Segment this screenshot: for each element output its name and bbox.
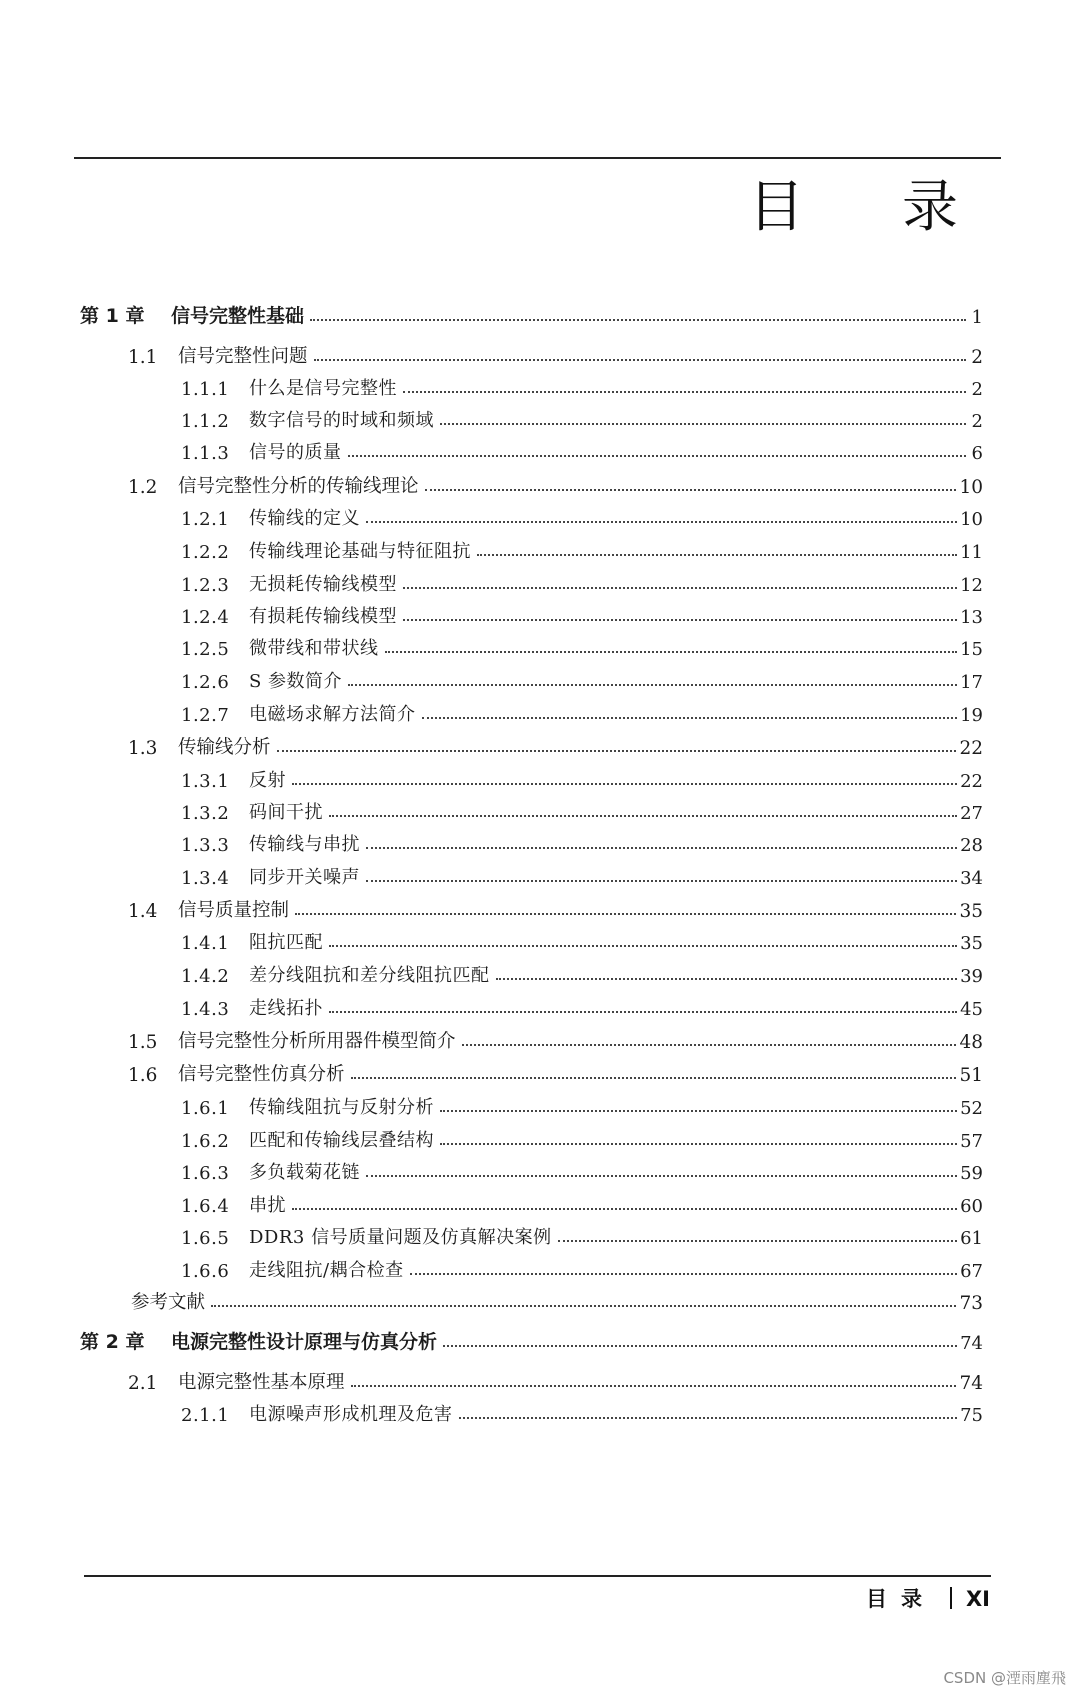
toc-entry-number: 1.3 [128,738,158,759]
toc-entry-title: 电源噪声形成机理及危害 [249,1404,453,1425]
toc-entry [181,500,983,530]
toc-entry [181,990,983,1020]
toc-entry-page: 59 [960,1163,983,1184]
toc-entry-number: 1.6.3 [181,1163,230,1184]
toc-entry-number: 1.6.6 [181,1261,230,1282]
toc-entry-title: 匹配和传输线层叠结构 [249,1130,434,1151]
toc-dot-leader [422,717,958,719]
toc-entry-number: 1.4 [128,901,158,922]
toc-entry [131,1284,983,1314]
toc-entry [181,566,983,596]
toc-entry-number: 1.2.4 [181,607,230,628]
toc-dot-leader [366,847,957,849]
toc-entry-title: 走线阻抗/耦合检查 [249,1260,404,1281]
toc-entry-page: 52 [960,1098,983,1119]
toc-entry-number: 1.2.7 [181,705,230,726]
toc-dot-leader [477,554,957,556]
toc-entry [181,402,983,432]
toc-entry-number: 1.4.1 [181,933,230,954]
toc-entry-title: 信号的质量 [249,442,342,463]
toc-entry [181,598,983,628]
toc-entry [181,533,983,563]
toc-entry-page: 10 [960,509,983,530]
toc-entry-page: 74 [960,1333,983,1354]
toc-dot-leader [329,815,957,817]
toc-dot-leader [366,521,957,523]
toc-entry [181,924,983,954]
toc-entry-number: 1.2.3 [181,575,230,596]
toc-entry-title: S 参数简介 [249,671,343,692]
toc-entry-page: 73 [959,1293,983,1314]
toc-entry [181,859,983,889]
toc-entry-page: 67 [960,1261,983,1282]
toc-dot-leader [314,359,966,361]
toc-entry-number: 1.6 [128,1065,158,1086]
toc-dot-leader [459,1417,958,1419]
toc-entry-number: 1.1 [128,347,158,368]
toc-entry [80,1324,983,1354]
toc-entry-page: 27 [960,803,983,824]
toc-dot-leader [410,1273,958,1275]
toc-entry [181,762,983,792]
toc-entry-title: 码间干扰 [249,802,323,823]
toc-entry [181,1252,983,1282]
toc-entry-title: 信号完整性分析的传输线理论 [178,476,419,497]
toc-entry-page: 2 [971,379,983,400]
toc-entry-number: 1.6.5 [181,1228,230,1249]
toc-entry-title: 电源完整性设计原理与仿真分析 [171,1331,438,1353]
toc-entry-number: 1.6.1 [181,1098,230,1119]
toc-entry [181,1122,983,1152]
toc-entry-page: 57 [960,1131,983,1152]
toc-entry-title: 参考文献 [131,1292,206,1313]
toc-entry-number: 2.1.1 [181,1405,230,1426]
toc-dot-leader [403,587,957,589]
toc-entry-page: 22 [959,738,983,759]
toc-entry [181,1154,983,1184]
toc-entry [128,338,983,368]
toc-entry-number: 1.2.5 [181,639,230,660]
bottom-rule [84,1575,991,1577]
toc-entry-number: 1.3.1 [181,771,230,792]
toc-entry-title: 电磁场求解方法简介 [249,704,416,725]
toc-dot-leader [366,1175,957,1177]
toc-entry [181,663,983,693]
toc-entry [181,630,983,660]
toc-entry-number: 第 1 章 [80,305,145,327]
toc-entry-page: 61 [960,1228,983,1249]
toc-entry-title: 阻抗匹配 [249,932,323,953]
toc-entry-title: DDR3 信号质量问题及仿真解决案例 [249,1227,552,1248]
toc-entry-title: 串扰 [249,1195,286,1216]
toc-entry-number: 1.6.2 [181,1131,230,1152]
toc-entry-page: 51 [959,1065,983,1086]
toc-dot-leader [348,455,967,457]
toc-entry-title: 电源完整性基本原理 [178,1372,345,1393]
toc-entry-title: 传输线与串扰 [249,834,360,855]
toc-dot-leader [385,651,958,653]
toc-entry-page: 48 [959,1032,983,1053]
toc-dot-leader [440,423,966,425]
toc-entry-page: 34 [960,868,983,889]
toc-entry [181,696,983,726]
toc-dot-leader [292,783,957,785]
toc-entry-number: 1.5 [128,1032,158,1053]
toc-entry-page: 19 [960,705,983,726]
toc-entry-number: 1.3.3 [181,835,230,856]
toc-dot-leader [462,1044,957,1046]
toc-entry [80,298,983,328]
toc-entry-title: 传输线理论基础与特征阻抗 [249,541,471,562]
toc-dot-leader [440,1143,957,1145]
toc-entry-title: 信号质量控制 [178,900,290,921]
toc-entry-title: 反射 [249,770,286,791]
toc-entry-title: 同步开关噪声 [249,867,360,888]
toc-entry-number: 1.1.1 [181,379,230,400]
toc-entry-number: 第 2 章 [80,1331,145,1353]
toc-dot-leader [329,945,957,947]
toc-entry-page: 39 [960,966,983,987]
toc-entry-title: 传输线的定义 [249,508,360,529]
toc-entry-page: 22 [960,771,983,792]
toc-entry [181,957,983,987]
toc-dot-leader [211,1305,956,1307]
toc-entry [128,1056,983,1086]
toc-entry-number: 1.2 [128,477,158,498]
toc-entry [128,729,983,759]
toc-entry-page: 75 [960,1405,983,1426]
toc-dot-leader [310,319,966,321]
toc-dot-leader [440,1110,957,1112]
toc-dot-leader [403,619,957,621]
toc-entry [181,1219,983,1249]
toc-entry-number: 2.1 [128,1373,158,1394]
toc-entry-number: 1.3.4 [181,868,230,889]
toc-dot-leader [496,978,958,980]
toc-entry-page: 35 [960,933,983,954]
toc-entry [181,434,983,464]
toc-entry-page: 2 [971,347,983,368]
toc-entry-page: 35 [959,901,983,922]
toc-entry [128,892,983,922]
toc-entry-page: 28 [960,835,983,856]
toc-entry-page: 2 [971,411,983,432]
toc-entry-page: 12 [960,575,983,596]
toc-entry [181,1396,983,1426]
watermark: CSDN @湮雨塵飛 [943,1669,1066,1687]
toc-dot-leader [443,1345,957,1347]
toc-dot-leader [351,1385,957,1387]
toc-dot-leader [403,391,966,393]
toc-entry-title: 数字信号的时域和频域 [249,410,434,431]
toc-entry-number: 1.2.2 [181,542,230,563]
footer-separator [950,1587,952,1609]
toc-entry [181,370,983,400]
toc-entry-title: 有损耗传输线模型 [249,606,397,627]
footer-page-number: XI [965,1587,990,1611]
toc-entry-page: 6 [971,443,983,464]
toc-entry-title: 差分线阻抗和差分线阻抗匹配 [249,965,490,986]
toc-entry [181,826,983,856]
toc-entry [128,1364,983,1394]
toc-entry-number: 1.3.2 [181,803,230,824]
toc-entry [181,1187,983,1217]
toc-entry-number: 1.1.3 [181,443,230,464]
toc-entry [181,1089,983,1119]
toc-entry-page: 15 [960,639,983,660]
toc-entry-title: 什么是信号完整性 [249,378,397,399]
toc-entry-title: 多负载菊花链 [249,1162,360,1183]
toc-entry-number: 1.4.2 [181,966,230,987]
toc-entry-title: 信号完整性基础 [171,305,305,327]
toc-entry-title: 无损耗传输线模型 [249,574,397,595]
toc-entry [128,1023,983,1053]
toc-dot-leader [329,1011,957,1013]
toc-entry-page: 60 [960,1196,983,1217]
toc-entry-page: 74 [959,1373,983,1394]
toc-entry-title: 信号完整性仿真分析 [178,1064,345,1085]
toc-dot-leader [277,750,957,752]
toc-entry [181,794,983,824]
toc-dot-leader [425,489,957,491]
toc-entry-number: 1.2.1 [181,509,230,530]
toc-entry-title: 信号完整性分析所用器件模型简介 [178,1031,456,1052]
toc-entry-title: 传输线阻抗与反射分析 [249,1097,434,1118]
toc-entry-title: 微带线和带状线 [249,638,379,659]
page-footer [866,1583,990,1613]
toc-entry-title: 传输线分析 [178,737,271,758]
toc-entry-title: 走线拓扑 [249,998,323,1019]
toc-entry [128,468,983,498]
toc-entry-page: 17 [960,672,983,693]
toc-entry-page: 13 [960,607,983,628]
toc-dot-leader [292,1208,957,1210]
toc-dot-leader [348,684,957,686]
toc-dot-leader [558,1240,958,1242]
footer-label: 目录 [865,1587,936,1611]
toc-entry-page: 1 [971,307,983,328]
toc-dot-leader [295,913,956,915]
toc-dot-leader [351,1077,957,1079]
toc-entry-number: 1.2.6 [181,672,230,693]
toc-entry-page: 10 [959,477,983,498]
toc-entry-page: 45 [960,999,983,1020]
page-title: 目 录 [748,175,998,240]
toc-entry-page: 11 [960,542,983,563]
toc-dot-leader [366,880,957,882]
toc-entry-number: 1.1.2 [181,411,230,432]
toc-entry-title: 信号完整性问题 [178,346,308,367]
toc-entry-number: 1.6.4 [181,1196,230,1217]
toc-entry-number: 1.4.3 [181,999,230,1020]
